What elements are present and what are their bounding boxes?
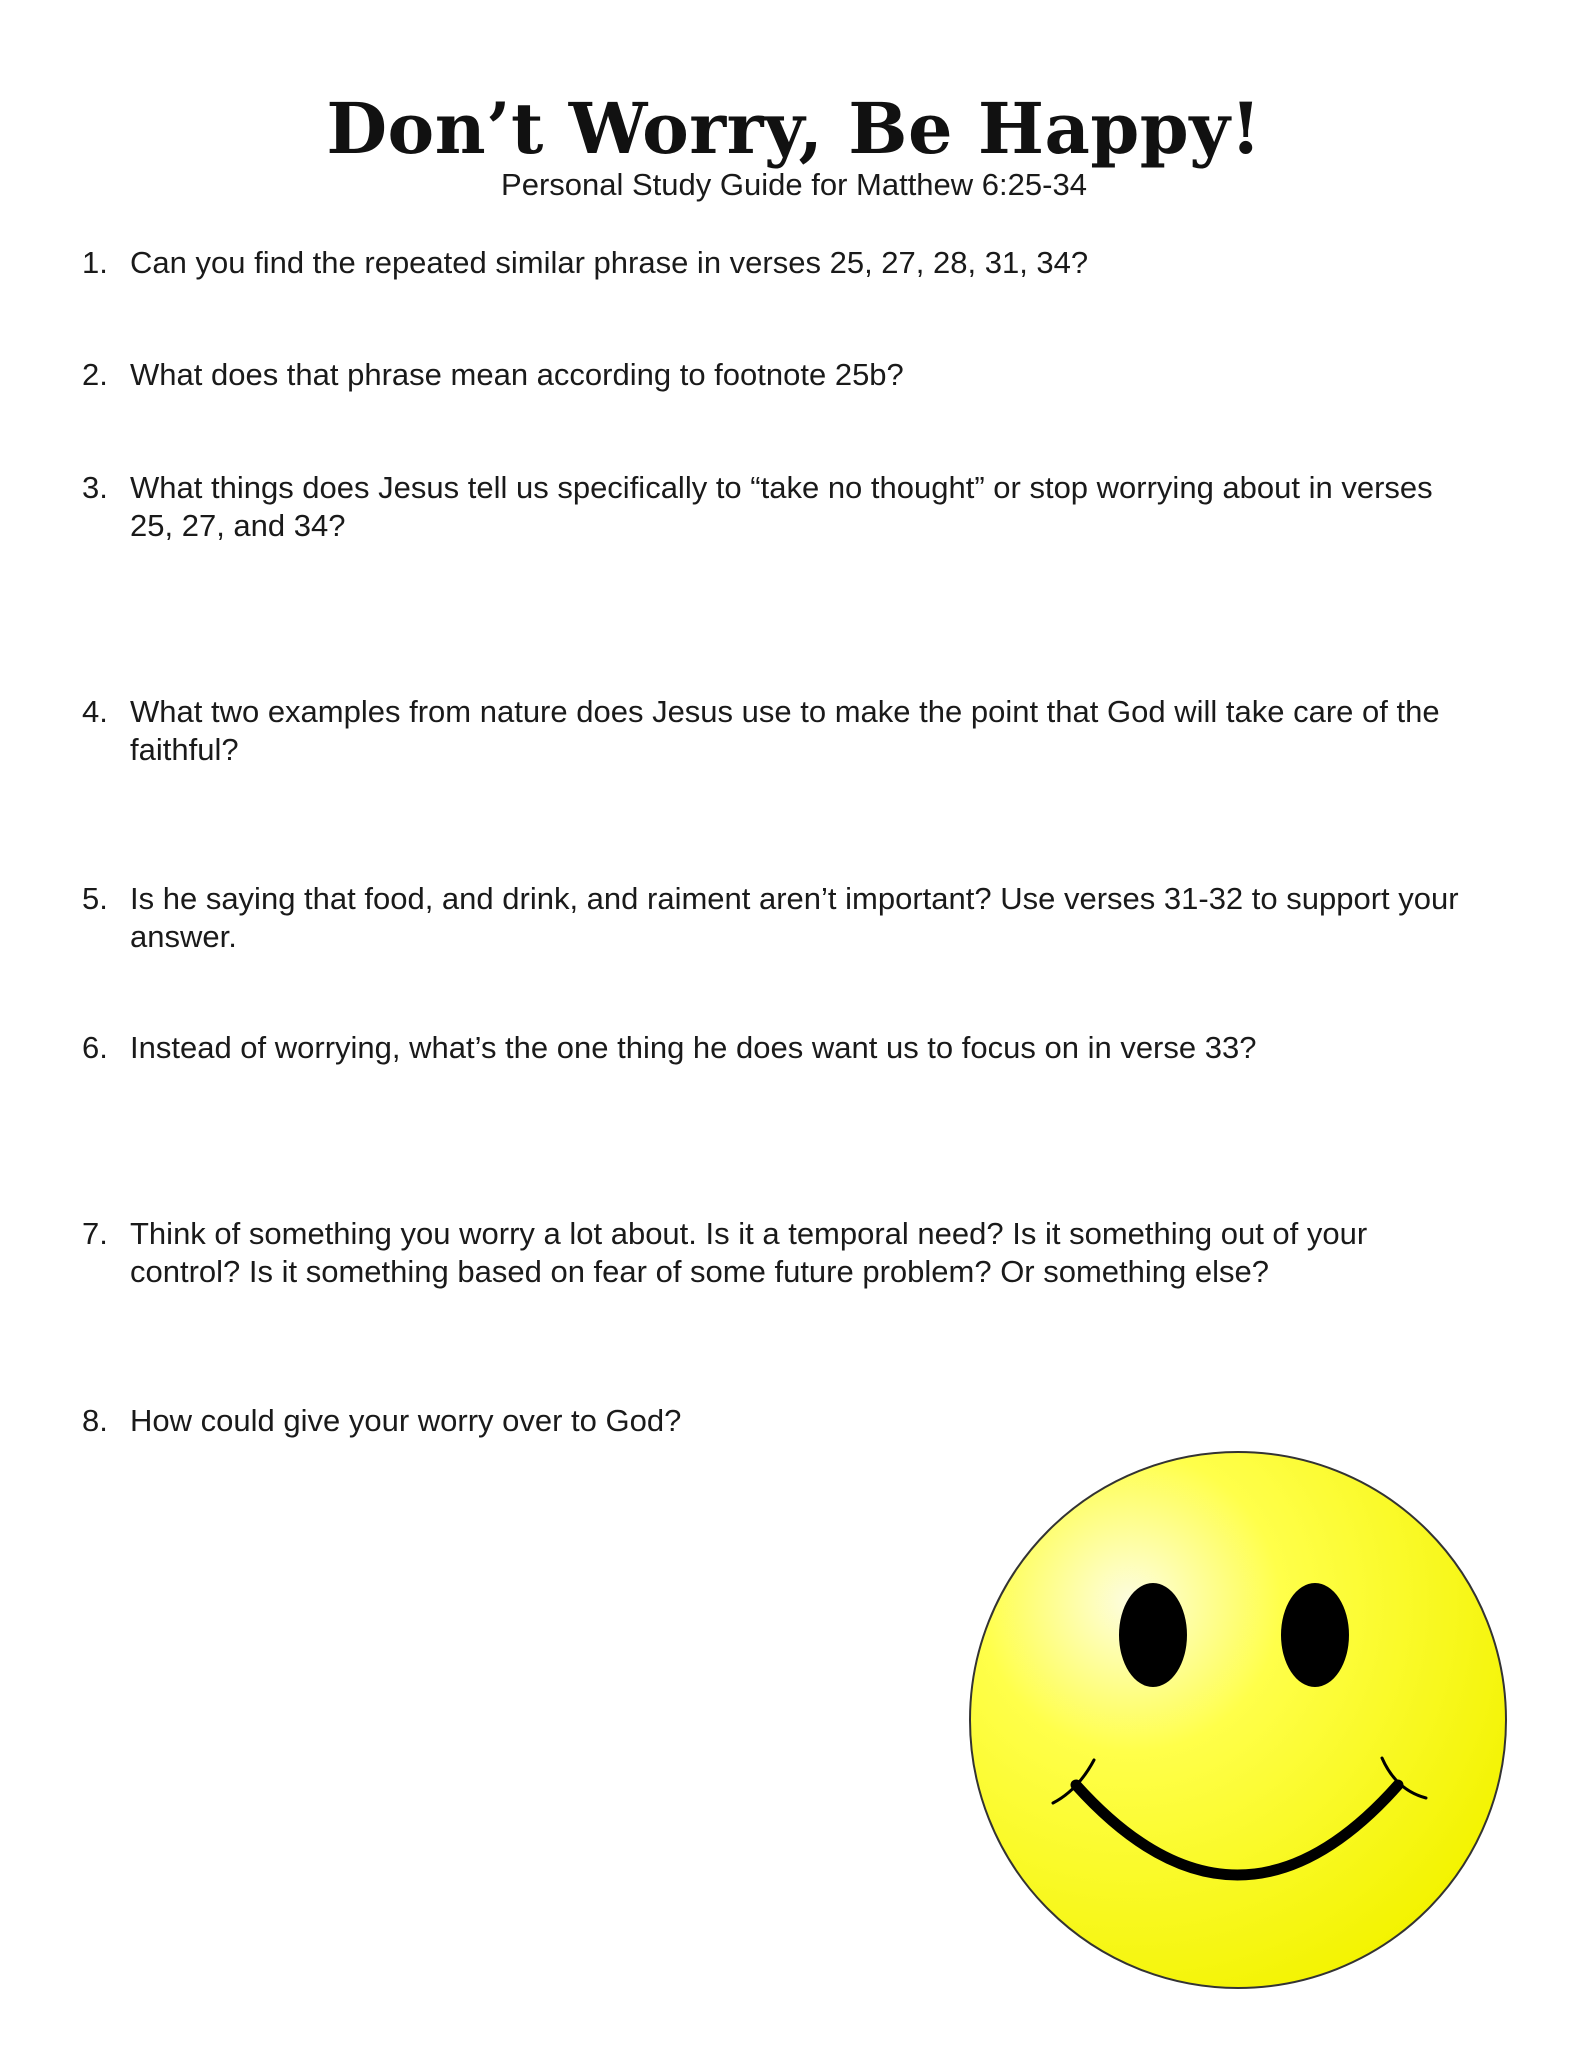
question-number: 5.	[82, 881, 108, 916]
face-circle	[970, 1452, 1506, 1988]
question-number: 1.	[82, 245, 108, 280]
question-7	[82, 1215, 1482, 1291]
question-text: Can you find the repeated similar phrase in verses 25, 27, 28, 31, 34?	[130, 245, 1089, 280]
question-text: How could give your worry over to God?	[130, 1403, 682, 1438]
question-2	[82, 356, 1482, 394]
question-number: 7.	[82, 1216, 108, 1251]
question-text: What things does Jesus tell us specifically to “take no thought” or stop worrying about in verses 25, 27, and 34?	[130, 470, 1433, 543]
question-number: 2.	[82, 357, 108, 392]
question-number: 3.	[82, 470, 108, 505]
left-eye	[1119, 1583, 1187, 1687]
question-3	[82, 469, 1482, 545]
page-subtitle: Personal Study Guide for Matthew 6:25-34	[501, 167, 1087, 202]
smiley-face-icon	[968, 1450, 1508, 1990]
page-title: Don’t Worry, Be Happy!	[326, 87, 1262, 170]
right-eye	[1281, 1583, 1349, 1687]
question-text: Is he saying that food, and drink, and raiment aren’t important? Use verses 31-32 to support your answer.	[130, 881, 1459, 954]
question-text: Think of something you worry a lot about. Is it a temporal need? Is it something out of your control? Is it something based on fear of some future problem? Or something else?	[130, 1216, 1368, 1289]
question-text: What does that phrase mean according to footnote 25b?	[130, 357, 904, 392]
question-8	[82, 1402, 1482, 1440]
question-4	[82, 693, 1482, 769]
question-number: 6.	[82, 1030, 108, 1065]
question-number: 8.	[82, 1403, 108, 1438]
question-5	[82, 880, 1482, 956]
question-number: 4.	[82, 694, 108, 729]
question-text: What two examples from nature does Jesus use to make the point that God will take care of the faithful?	[130, 694, 1440, 767]
question-1	[82, 244, 1482, 282]
question-6	[82, 1029, 1482, 1067]
question-text: Instead of worrying, what’s the one thing he does want us to focus on in verse 33?	[130, 1030, 1257, 1065]
